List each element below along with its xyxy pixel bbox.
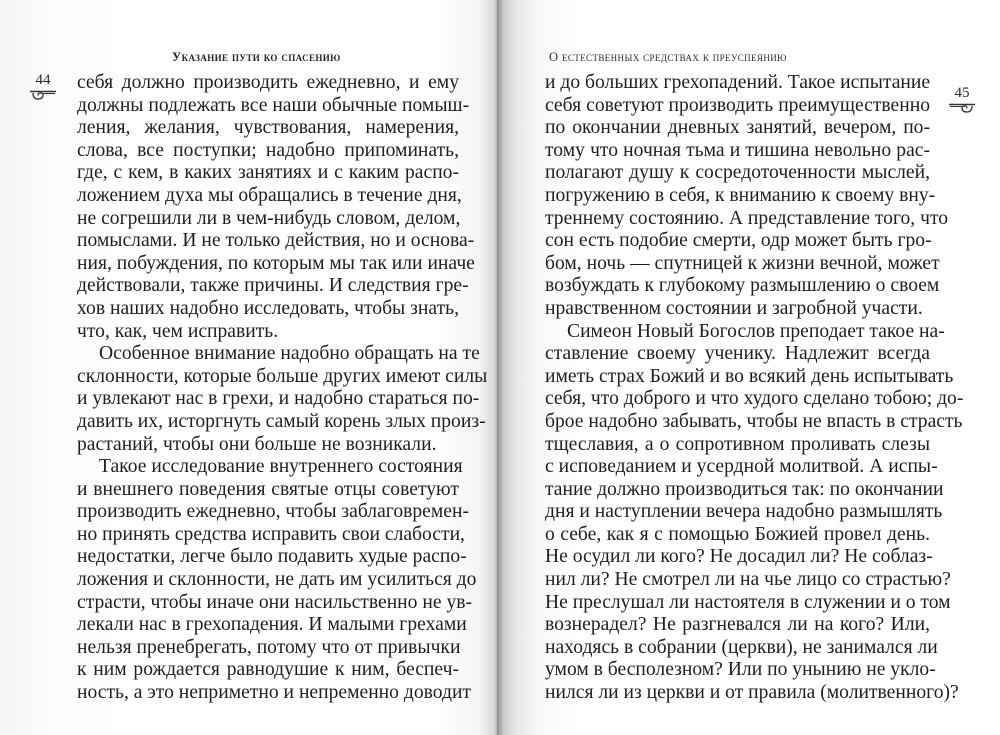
text-line: Не преслушал ли настоятеля в служении и о том (545, 591, 951, 613)
text-line: где, с кем, в каких занятиях и с каким распо- (77, 162, 459, 184)
body-text-left (77, 72, 488, 705)
text-line: нельзя пренебрегать, потому что от привычки (77, 636, 461, 658)
running-head-left: Указание пути ко спасению (172, 50, 341, 64)
text-line: полагают душу к сосредоточенности мыслей, (545, 162, 930, 184)
text-line: находясь в собрании (церкви), не занимался ли (545, 636, 938, 658)
running-head-right: О естественных средствах к преуспеянию (549, 50, 787, 64)
text-line: и до больших грехопадений. Такое испытание (545, 72, 931, 93)
text-line: действовали, также причины. И следствия гре- (77, 275, 469, 297)
text-line: ложения и склонности, не дать им усилиться до (77, 569, 477, 591)
text-line: себя должно производить ежедневно, и ему (77, 72, 459, 93)
text-line: и внешнего поведения святые отцы советуют (77, 478, 459, 500)
scroll-ornament-icon (30, 90, 56, 100)
text-line: тому что ночная тьма и тишина невольно рас- (545, 139, 930, 161)
left-page (0, 0, 497, 735)
text-line: недостатки, легче было подавить худые распо- (77, 546, 467, 568)
text-line: Особенное внимание надобно обращать на те (99, 343, 480, 365)
text-line: умом в бесполезном? Или по унынию не укло- (545, 659, 936, 681)
text-line: нил ли? Не смотрел ли на чье лицо со страстью? (545, 569, 951, 591)
text-line: о себе, как я с помощью Божией провел день. (545, 523, 930, 545)
text-line: бом, ночь — спутницей к жизни вечной, может (545, 252, 940, 274)
text-line: давить их, исторгнуть самый корень злых произ- (77, 410, 486, 432)
text-line: производить ежедневно, чтобы заблаговремен- (77, 501, 469, 523)
page-number-text: 45 (954, 85, 970, 101)
text-line: иметь страх Божий и во всякий день испытывать (545, 365, 954, 387)
text-line: тщеславия, а о сопротивном проливать слезы (545, 433, 930, 455)
text-line: ложением духа мы обращались в течение дня, (77, 184, 462, 206)
text-line: помыслами. И не только действия, но и основа- (77, 230, 475, 252)
text-line: растаний, чтобы они больше не возникали. (77, 433, 437, 455)
text-line: слова, все поступки; надобно припоминать, (77, 139, 459, 161)
text-line: должны подлежать все наши обычные помыш- (77, 94, 470, 116)
text-line: ность, а это неприметно и непременно доводит (77, 682, 471, 704)
page-number-text: 44 (35, 72, 51, 88)
page-number-left (30, 72, 56, 100)
text-line: ния, побуждения, по которым мы так или иначе (77, 252, 475, 274)
text-line: лекали нас в грехопадения. И малыми грехами (77, 614, 467, 636)
text-line: с исповеданием и усердной молитвой. А испы- (545, 456, 938, 478)
text-line: дня и наступлении вечера надобно размышлять (545, 501, 943, 523)
text-line: что, как, чем исправить. (77, 320, 279, 342)
text-line: вознерадел? Не разгневался ли на кого? Или, (545, 614, 930, 636)
text-line: себя, что доброго и что худого сделано тобою; до- (545, 388, 964, 410)
text-line: ставление своему ученику. Надлежит всегда (545, 343, 930, 365)
text-line: тание должно производиться так: по окончании (545, 478, 944, 500)
text-line: себя советуют производить преимущественно (545, 94, 930, 116)
text-line: Симеон Новый Богослов преподает такое на- (567, 320, 945, 342)
text-line: по окончании дневных занятий, вечером, по- (545, 117, 930, 139)
scroll-ornament-icon (949, 103, 975, 113)
text-line: склонности, которые больше других имеют силы (77, 365, 488, 387)
text-line: страсти, чтобы иначе они насильственно не ув- (77, 591, 473, 613)
text-line: Такое исследование внутреннего состояния (99, 456, 463, 478)
right-page (497, 0, 1000, 735)
text-line: Не осудил ли кого? Не досадил ли? Не соблаз- (545, 546, 933, 568)
text-line: брое надобно забывать, чтобы не впасть в страсть (545, 410, 963, 432)
text-line: возбуждать к глубокому размышлению о своем (545, 275, 940, 297)
text-line: погружению в себя, к вниманию к своему вну- (545, 184, 936, 206)
text-line: ления, желания, чувствования, намерения, (77, 117, 459, 139)
text-line: нравственном состоянии и загробной участи. (545, 297, 923, 319)
text-line: и увлекают нас в грехи, и надобно стараться по- (77, 388, 480, 410)
text-line: сон есть подобие смерти, одр может быть гро- (545, 230, 932, 252)
text-line: нился ли из церкви и от правила (молитвенного)? (545, 682, 959, 704)
text-line: но принять средства исправить свои слабости, (77, 523, 465, 545)
text-line: не согрешили ли в чем-нибудь словом, делом, (77, 207, 461, 229)
text-line: хов наших надобно исследовать, чтобы знать, (77, 297, 459, 319)
page-number-right (949, 85, 975, 113)
text-line: треннему состоянию. А представление того, что (545, 207, 949, 229)
text-line: к ним рождается равнодушие к ним, беспеч- (77, 659, 459, 681)
